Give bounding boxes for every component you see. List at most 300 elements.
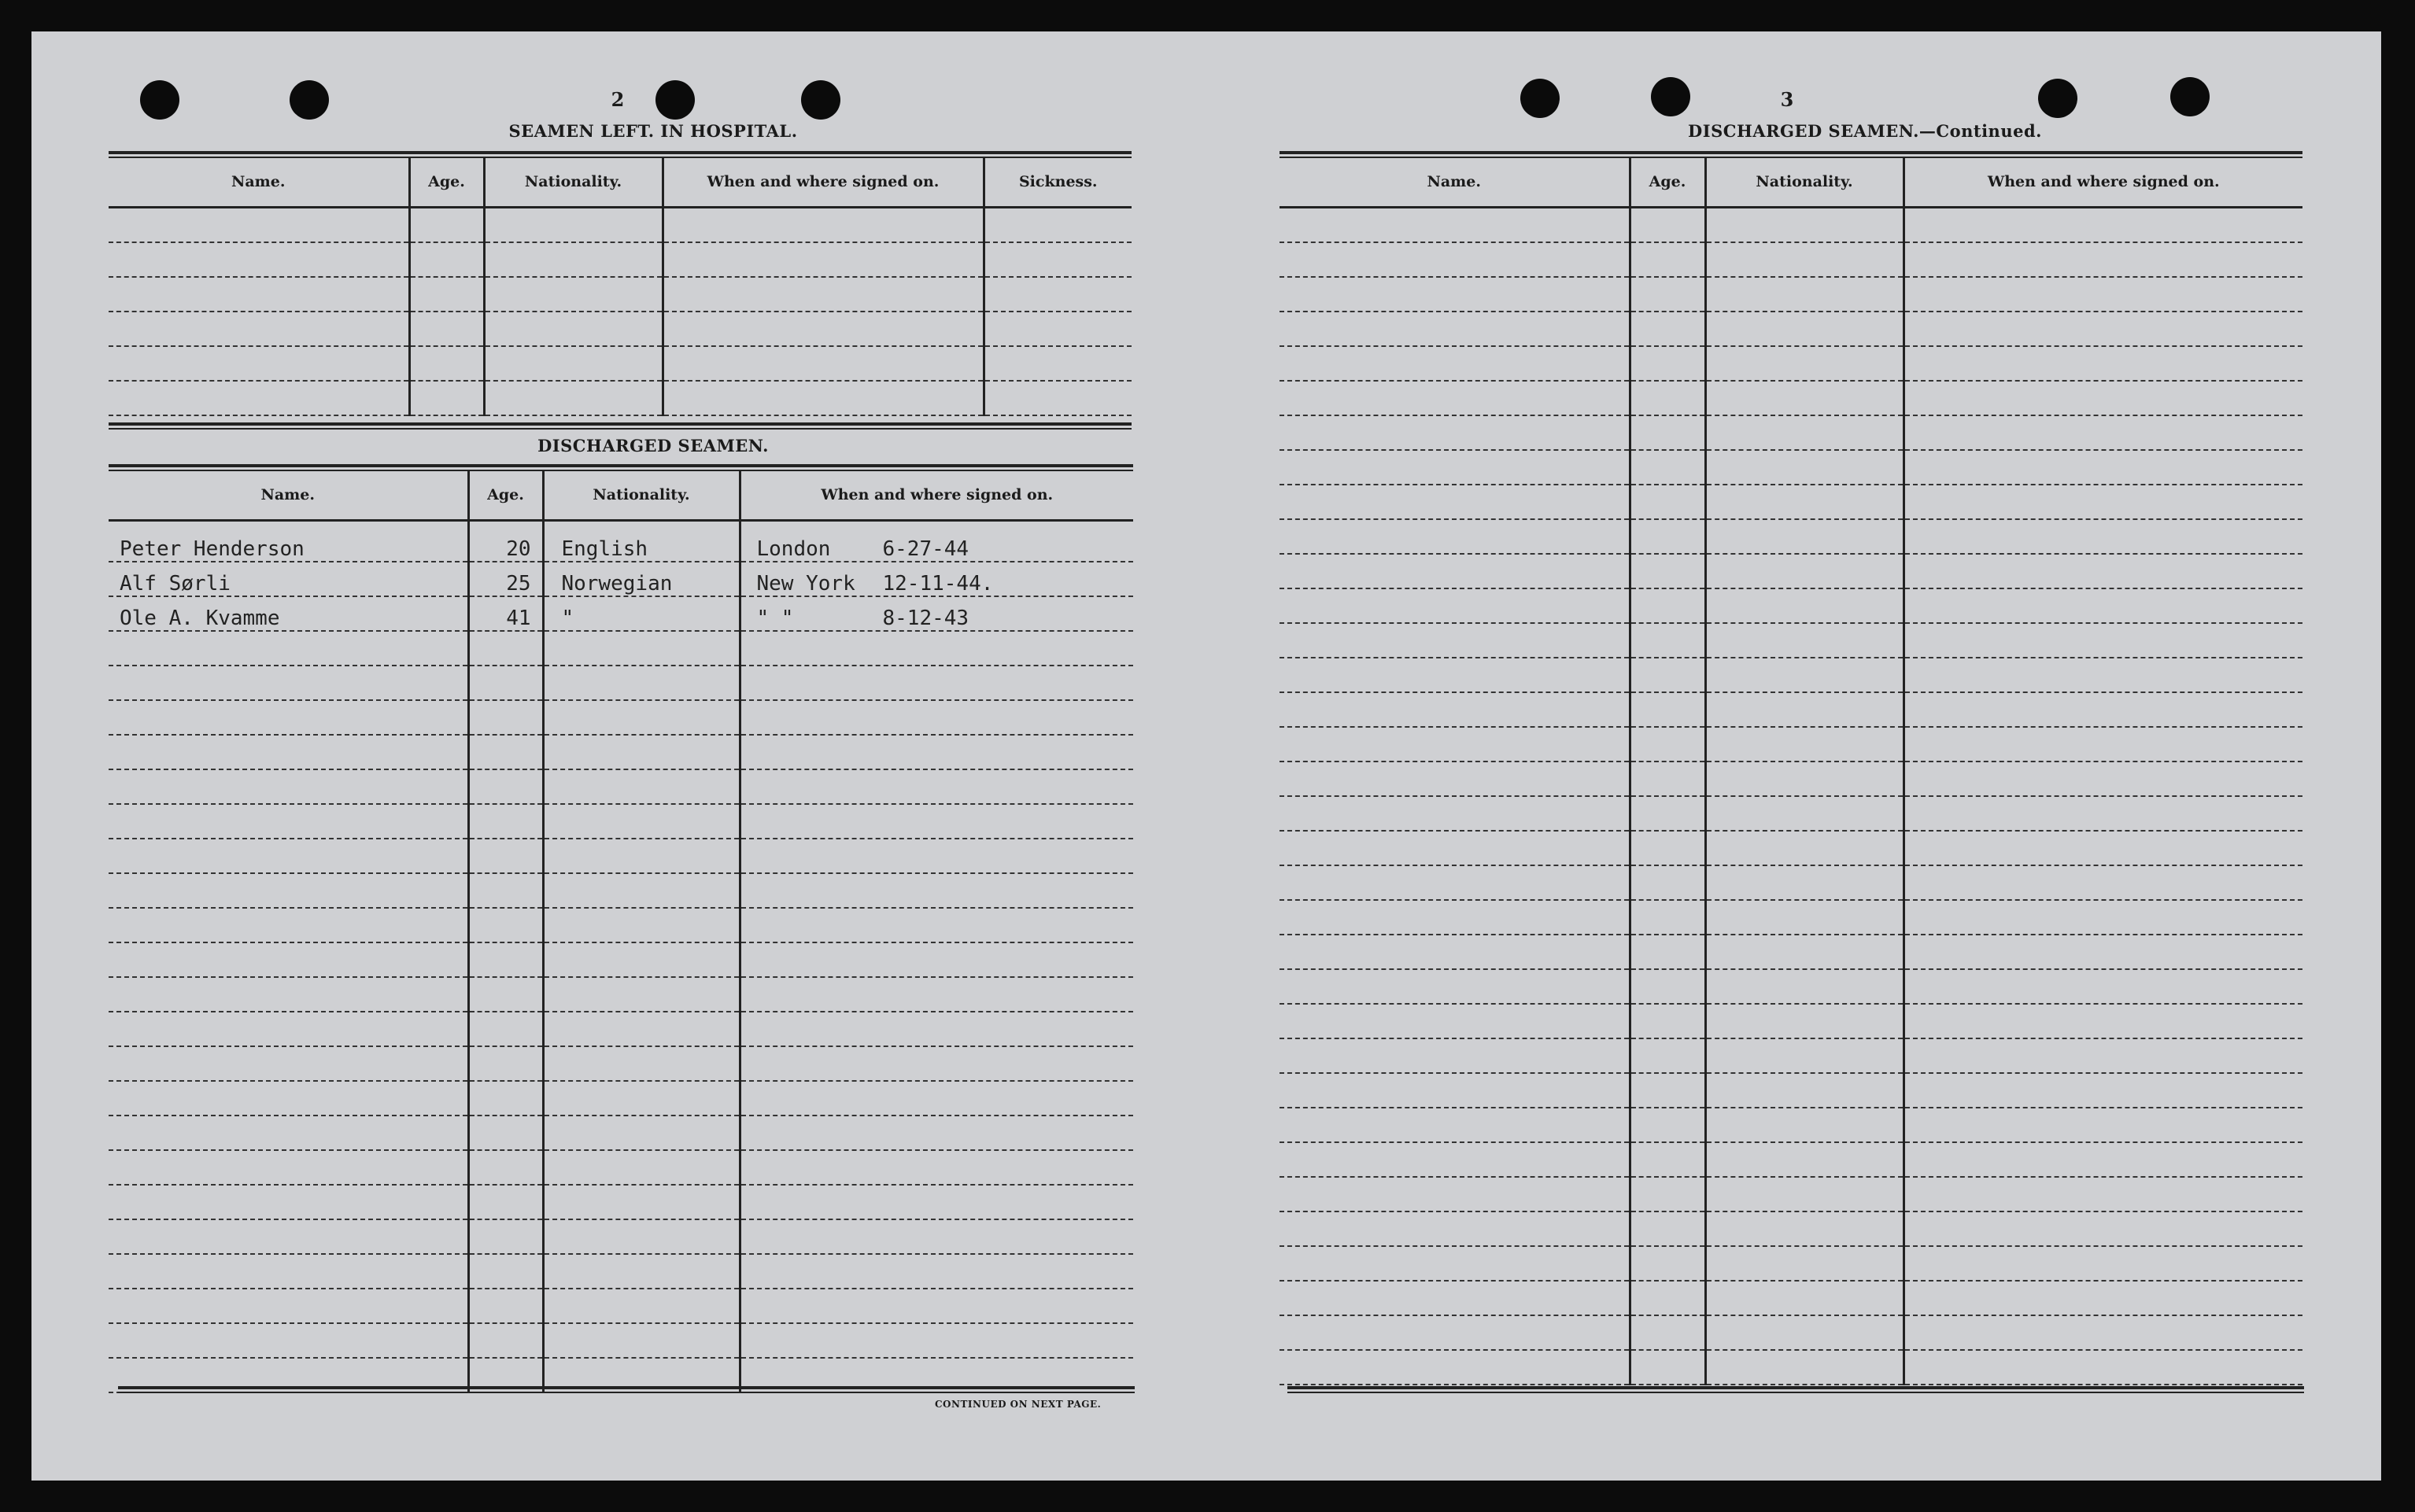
discharged-table [109, 470, 1133, 1393]
blank-cell [543, 1219, 740, 1254]
blank-cell [740, 631, 1133, 666]
blank-cell [1904, 554, 2302, 588]
blank-cell [484, 277, 663, 312]
continued-note: CONTINUED ON NEXT PAGE. [935, 1399, 1102, 1410]
blank-cell [468, 804, 543, 839]
table-row [109, 521, 1133, 562]
blank-cell [109, 1116, 468, 1150]
table-row [1280, 658, 2302, 692]
table-header-row [1280, 157, 2302, 208]
table-row [1280, 415, 2302, 450]
blank-cell [663, 208, 984, 242]
blank-cell [1630, 588, 1705, 623]
blank-cell [1280, 1073, 1630, 1108]
blank-cell [984, 242, 1132, 277]
blank-cell [1705, 554, 1904, 588]
blank-cell [1630, 969, 1705, 1004]
blank-cell [1280, 346, 1630, 381]
blank-cell [1705, 900, 1904, 935]
age-cell-text: 25 [506, 571, 531, 596]
column-header: Nationality. [543, 470, 740, 521]
blank-cell [1280, 277, 1630, 312]
blank-cell [1904, 1350, 2302, 1385]
table-row [1280, 727, 2302, 762]
table-row [109, 381, 1132, 415]
signed-on-place: " " [756, 606, 794, 630]
blank-cell [1705, 208, 1904, 242]
blank-cell [1904, 1142, 2302, 1177]
blank-cell [1630, 658, 1705, 692]
blank-cell [1630, 277, 1705, 312]
blank-cell [1280, 242, 1630, 277]
blank-cell [1904, 623, 2302, 658]
table-row [109, 1323, 1133, 1358]
blank-cell [109, 1185, 468, 1219]
blank-cell [409, 381, 484, 415]
blank-cell [109, 1046, 468, 1081]
table-row [1280, 1350, 2302, 1385]
blank-cell [109, 381, 409, 415]
table-row [109, 839, 1133, 873]
blank-cell [468, 769, 543, 804]
table-row [109, 942, 1133, 977]
blank-cell [468, 1254, 543, 1289]
blank-cell [543, 873, 740, 908]
signed-on-date: 6-27-44 [882, 537, 969, 561]
blank-cell [984, 346, 1132, 381]
table-row [1280, 1177, 2302, 1211]
table-row [1280, 277, 2302, 312]
blank-cell [1705, 658, 1904, 692]
blank-cell [543, 1254, 740, 1289]
blank-cell [1904, 1108, 2302, 1142]
blank-cell [1280, 450, 1630, 485]
table-row [109, 242, 1132, 277]
nationality-cell-text: " [561, 606, 574, 630]
blank-cell [1705, 1315, 1904, 1350]
table-row [1280, 1038, 2302, 1073]
blank-cell [543, 942, 740, 977]
blank-cell [1705, 1211, 1904, 1246]
blank-cell [543, 666, 740, 700]
blank-cell [1705, 1246, 1904, 1281]
blank-cell [1904, 1211, 2302, 1246]
blank-cell [1904, 450, 2302, 485]
blank-cell [409, 312, 484, 346]
name-cell-text: Ole A. Kvamme [120, 606, 280, 630]
blank-cell [468, 1323, 543, 1358]
table-row [109, 1219, 1133, 1254]
blank-cell [468, 735, 543, 769]
blank-cell [543, 804, 740, 839]
table-row [109, 873, 1133, 908]
punch-hole [1520, 79, 1560, 118]
blank-cell [740, 1185, 1133, 1219]
blank-cell [109, 208, 409, 242]
footer-rule [1287, 1386, 2304, 1393]
blank-cell [1630, 485, 1705, 519]
blank-cell [1280, 969, 1630, 1004]
blank-cell [109, 346, 409, 381]
blank-cell [1280, 658, 1630, 692]
blank-cell [1630, 415, 1705, 450]
blank-cell [109, 631, 468, 666]
blank-cell [740, 1081, 1133, 1116]
blank-cell [1630, 346, 1705, 381]
continued-section-title [1590, 121, 2140, 141]
blank-cell [109, 908, 468, 942]
blank-cell [1280, 415, 1630, 450]
blank-cell [1705, 485, 1904, 519]
blank-cell [1630, 692, 1705, 727]
blank-cell [740, 1012, 1133, 1046]
blank-cell [1630, 1281, 1705, 1315]
blank-cell [1904, 485, 2302, 519]
age-cell-text: 20 [506, 537, 531, 561]
blank-cell [1280, 935, 1630, 969]
name-cell-text: Alf Sørli [120, 571, 231, 596]
blank-cell [1904, 1038, 2302, 1073]
signed-on-cell [740, 521, 1133, 562]
table-row [109, 700, 1133, 735]
table-row [1280, 831, 2302, 865]
punch-hole [2038, 79, 2077, 118]
column-header: When and where signed on. [1904, 157, 2302, 208]
name-cell [109, 521, 468, 562]
blank-cell [543, 1046, 740, 1081]
table-row [109, 277, 1132, 312]
blank-cell [109, 1081, 468, 1116]
blank-cell [109, 735, 468, 769]
table-row [1280, 1315, 2302, 1350]
table-row [1280, 796, 2302, 831]
table-row [109, 1116, 1133, 1150]
blank-cell [1630, 1108, 1705, 1142]
blank-cell [1705, 969, 1904, 1004]
discharged-section-title: DISCHARGED SEAMEN. [537, 436, 769, 455]
hospital-table [109, 157, 1132, 416]
table-row [109, 1081, 1133, 1116]
blank-cell [1705, 623, 1904, 658]
signed-on-place: London [756, 537, 831, 561]
table-row [1280, 1073, 2302, 1108]
blank-cell [109, 1012, 468, 1046]
blank-cell [1705, 831, 1904, 865]
column-header: Name. [109, 157, 409, 208]
table-row [109, 1012, 1133, 1046]
nationality-cell [543, 562, 740, 596]
blank-cell [468, 1289, 543, 1323]
blank-cell [663, 381, 984, 415]
table-row [1280, 519, 2302, 554]
hospital-section-title: SEAMEN LEFT. IN HOSPITAL. [508, 121, 798, 141]
blank-cell [468, 1012, 543, 1046]
blank-cell [1705, 346, 1904, 381]
table-row [1280, 208, 2302, 242]
blank-cell [1630, 1073, 1705, 1108]
blank-cell [543, 908, 740, 942]
column-header: Sickness. [984, 157, 1132, 208]
table-row [109, 735, 1133, 769]
table-row [1280, 312, 2302, 346]
blank-cell [484, 312, 663, 346]
blank-cell [1280, 796, 1630, 831]
blank-cell [1280, 1315, 1630, 1350]
left-page [31, 31, 1204, 1481]
blank-cell [740, 1323, 1133, 1358]
blank-cell [740, 873, 1133, 908]
table-row [1280, 1142, 2302, 1177]
blank-cell [1280, 762, 1630, 796]
table-row [109, 769, 1133, 804]
title-suffix: —Continued. [1918, 121, 2042, 141]
page-number: 2 [611, 88, 625, 111]
blank-cell [1904, 208, 2302, 242]
nationality-cell [543, 521, 740, 562]
blank-cell [1904, 762, 2302, 796]
blank-cell [663, 312, 984, 346]
page-number: 3 [1780, 88, 1794, 111]
blank-cell [1630, 242, 1705, 277]
blank-cell [1705, 1073, 1904, 1108]
blank-cell [1630, 831, 1705, 865]
blank-cell [1630, 208, 1705, 242]
blank-cell [468, 1150, 543, 1185]
blank-cell [1904, 1004, 2302, 1038]
blank-cell [740, 942, 1133, 977]
blank-cell [1280, 1211, 1630, 1246]
blank-cell [1280, 519, 1630, 554]
table-row [1280, 1246, 2302, 1281]
blank-cell [740, 735, 1133, 769]
table-row [1280, 588, 2302, 623]
punch-hole [655, 80, 695, 120]
blank-cell [1280, 1350, 1630, 1385]
punch-hole [2170, 77, 2210, 116]
blank-cell [1280, 727, 1630, 762]
blank-cell [409, 242, 484, 277]
blank-cell [740, 804, 1133, 839]
blank-cell [1705, 588, 1904, 623]
age-cell [468, 521, 543, 562]
blank-cell [1280, 588, 1630, 623]
column-header: Nationality. [1705, 157, 1904, 208]
blank-cell [468, 700, 543, 735]
blank-cell [468, 1185, 543, 1219]
blank-cell [1904, 969, 2302, 1004]
table-row [109, 1150, 1133, 1185]
blank-cell [1904, 1073, 2302, 1108]
table-row [1280, 346, 2302, 381]
blank-cell [1904, 415, 2302, 450]
blank-cell [543, 1289, 740, 1323]
blank-cell [1280, 312, 1630, 346]
blank-cell [1280, 831, 1630, 865]
blank-cell [1280, 1177, 1630, 1211]
table-row [1280, 900, 2302, 935]
age-cell-text: 41 [506, 606, 531, 630]
punch-hole [140, 80, 179, 120]
blank-cell [663, 242, 984, 277]
blank-cell [109, 873, 468, 908]
blank-cell [1280, 623, 1630, 658]
blank-cell [468, 839, 543, 873]
table-row [1280, 623, 2302, 658]
punch-hole [1651, 77, 1690, 116]
blank-cell [740, 700, 1133, 735]
blank-cell [468, 1219, 543, 1254]
blank-cell [1630, 1246, 1705, 1281]
blank-cell [1904, 796, 2302, 831]
blank-cell [109, 277, 409, 312]
blank-cell [1904, 1246, 2302, 1281]
blank-cell [1904, 277, 2302, 312]
column-header: Age. [468, 470, 543, 521]
blank-cell [468, 942, 543, 977]
blank-cell [1630, 865, 1705, 900]
blank-cell [1705, 450, 1904, 485]
name-cell-text: Peter Henderson [120, 537, 305, 561]
table-row [109, 562, 1133, 596]
blank-cell [1904, 346, 2302, 381]
blank-cell [740, 1116, 1133, 1150]
blank-cell [1280, 865, 1630, 900]
blank-cell [1280, 1281, 1630, 1315]
table-row [1280, 762, 2302, 796]
column-header: Name. [109, 470, 468, 521]
signed-on-date: 12-11-44. [882, 571, 994, 596]
blank-cell [1630, 1350, 1705, 1385]
table-row [1280, 1108, 2302, 1142]
table-row [109, 596, 1133, 631]
blank-cell [1280, 485, 1630, 519]
blank-cell [1705, 865, 1904, 900]
blank-cell [1904, 588, 2302, 623]
blank-cell [543, 839, 740, 873]
blank-cell [740, 666, 1133, 700]
blank-cell [543, 1081, 740, 1116]
blank-cell [1904, 831, 2302, 865]
blank-cell [740, 1046, 1133, 1081]
age-cell [468, 562, 543, 596]
blank-cell [1705, 381, 1904, 415]
blank-cell [109, 700, 468, 735]
table-row [109, 1254, 1133, 1289]
column-header: When and where signed on. [663, 157, 984, 208]
blank-cell [1705, 1038, 1904, 1073]
blank-cell [109, 1219, 468, 1254]
blank-cell [1904, 312, 2302, 346]
blank-cell [468, 666, 543, 700]
blank-cell [409, 208, 484, 242]
blank-cell [1280, 1038, 1630, 1073]
blank-cell [109, 1289, 468, 1323]
blank-cell [543, 1323, 740, 1358]
section-rule [109, 422, 1132, 430]
nationality-cell-text: Norwegian [561, 571, 673, 596]
blank-cell [1630, 554, 1705, 588]
blank-cell [1630, 762, 1705, 796]
table-row [109, 977, 1133, 1012]
blank-cell [468, 1116, 543, 1150]
blank-cell [1705, 1177, 1904, 1211]
blank-cell [409, 346, 484, 381]
blank-cell [1630, 381, 1705, 415]
column-header: Age. [409, 157, 484, 208]
blank-cell [1904, 1315, 2302, 1350]
signed-on-place: New York [756, 571, 855, 596]
signed-on-cell [740, 596, 1133, 631]
blank-cell [1630, 1142, 1705, 1177]
table-row [1280, 554, 2302, 588]
table-row [1280, 692, 2302, 727]
blank-cell [1280, 1004, 1630, 1038]
age-cell [468, 596, 543, 631]
blank-cell [1705, 1281, 1904, 1315]
blank-cell [984, 277, 1132, 312]
blank-cell [109, 1254, 468, 1289]
blank-cell [1280, 1142, 1630, 1177]
signed-on-cell [740, 562, 1133, 596]
blank-cell [984, 381, 1132, 415]
blank-cell [109, 312, 409, 346]
discharged-continued-table [1280, 157, 2302, 1385]
blank-cell [663, 346, 984, 381]
blank-cell [1280, 554, 1630, 588]
blank-cell [1630, 900, 1705, 935]
blank-cell [1904, 658, 2302, 692]
blank-cell [484, 208, 663, 242]
blank-cell [543, 631, 740, 666]
blank-cell [1904, 935, 2302, 969]
right-page [1204, 31, 2381, 1481]
blank-cell [1705, 1004, 1904, 1038]
blank-cell [1705, 796, 1904, 831]
blank-cell [109, 839, 468, 873]
blank-cell [109, 1150, 468, 1185]
table-row [109, 208, 1132, 242]
blank-cell [740, 1254, 1133, 1289]
table-row [109, 1185, 1133, 1219]
table-row [1280, 450, 2302, 485]
blank-cell [1705, 935, 1904, 969]
nationality-cell-text: English [561, 537, 648, 561]
table-row [1280, 935, 2302, 969]
blank-cell [1630, 312, 1705, 346]
table-row [109, 631, 1133, 666]
blank-cell [1630, 1315, 1705, 1350]
blank-cell [543, 1185, 740, 1219]
blank-cell [1705, 242, 1904, 277]
blank-cell [468, 1046, 543, 1081]
blank-cell [1705, 1350, 1904, 1385]
blank-cell [468, 977, 543, 1012]
blank-cell [1630, 623, 1705, 658]
blank-cell [740, 769, 1133, 804]
footer-rule [118, 1386, 1135, 1393]
table-row [109, 312, 1132, 346]
column-header: Nationality. [484, 157, 663, 208]
name-cell [109, 596, 468, 631]
blank-cell [1705, 727, 1904, 762]
blank-cell [740, 1150, 1133, 1185]
column-header: Age. [1630, 157, 1705, 208]
blank-cell [468, 1081, 543, 1116]
blank-cell [409, 277, 484, 312]
blank-cell [1904, 242, 2302, 277]
blank-cell [484, 381, 663, 415]
blank-cell [1630, 935, 1705, 969]
